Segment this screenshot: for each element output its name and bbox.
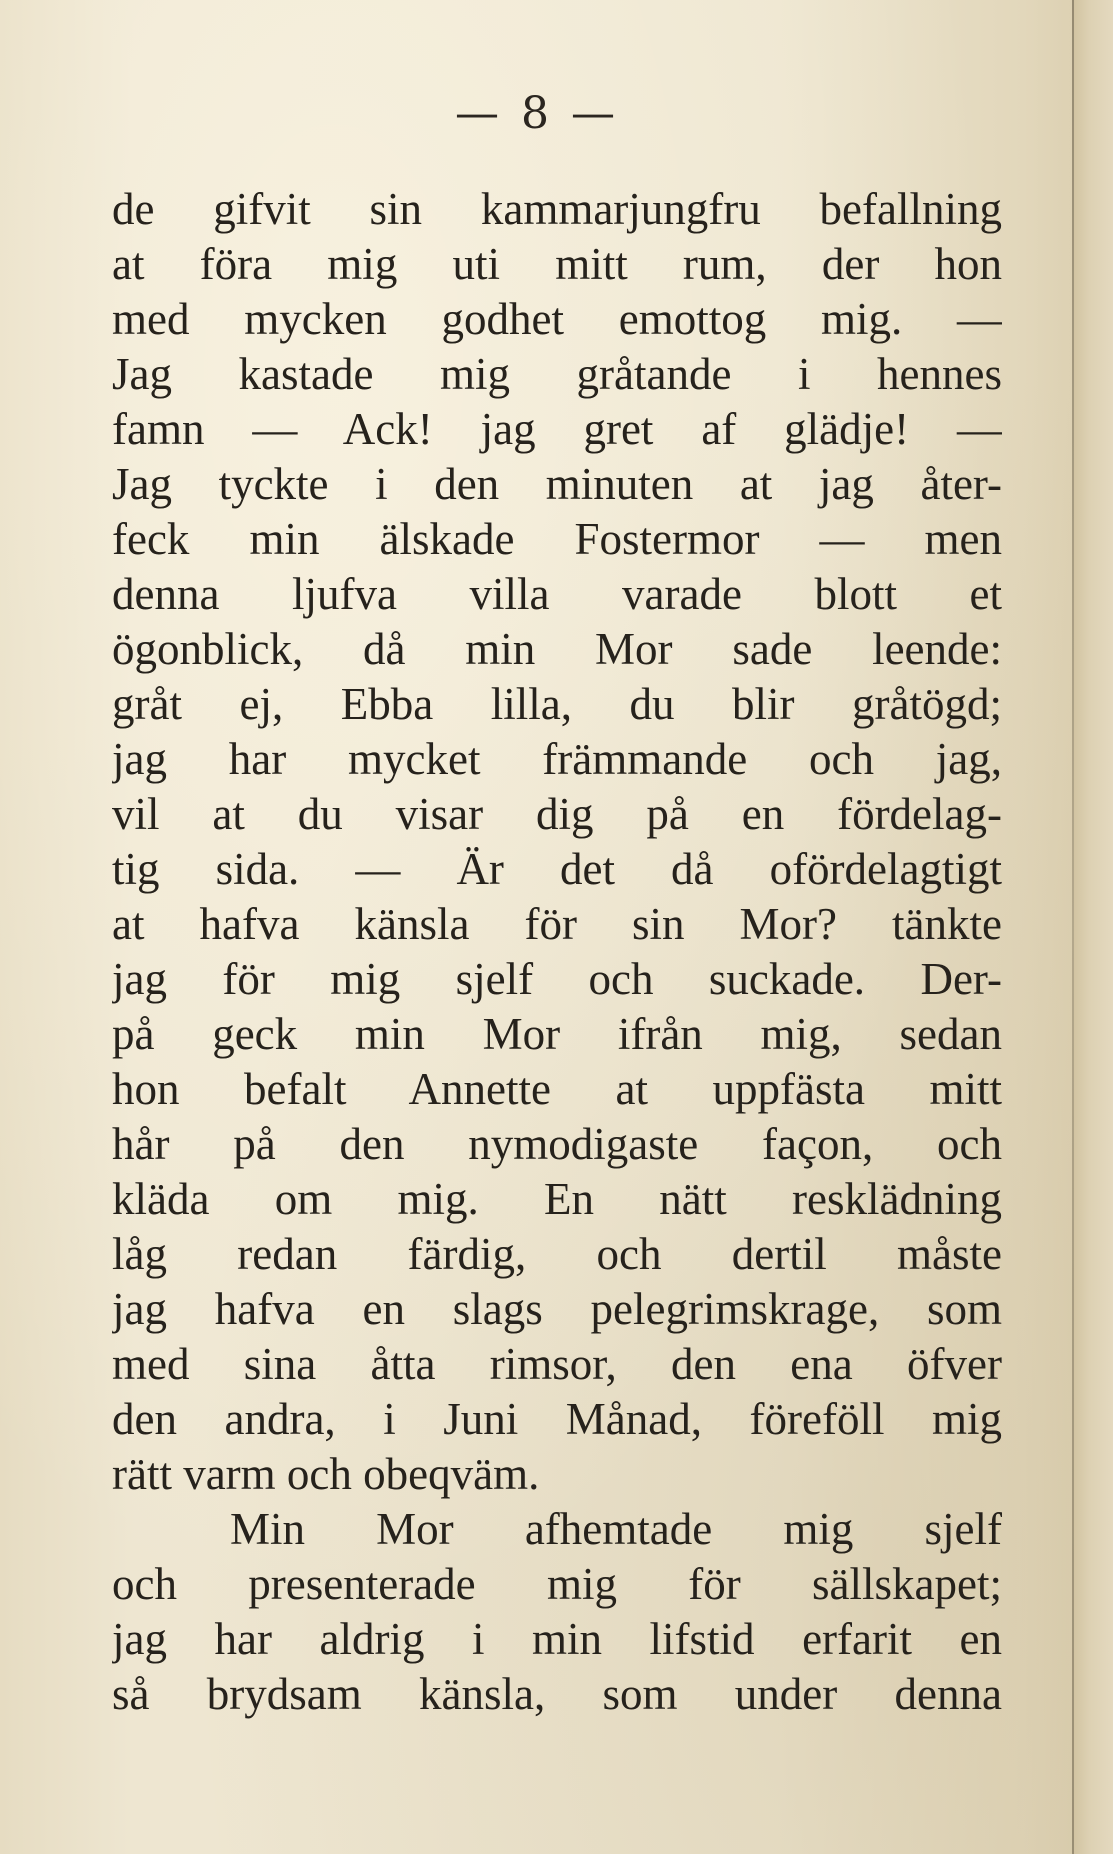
text-line: så brydsam känsla, som under denna	[112, 1669, 1002, 1719]
text-line: Min Mor afhemtade mig sjelf	[230, 1504, 1002, 1554]
text-line: kläda om mig. En nätt resklädning	[112, 1174, 1002, 1224]
text-line: jag för mig sjelf och suckade. Der-	[112, 954, 1002, 1004]
text-line: tig sida. — Är det då ofördelagtigt	[112, 844, 1002, 894]
text-line: feck min älskade Fostermor — men	[112, 514, 1002, 564]
text-line: at hafva känsla för sin Mor? tänkte	[112, 899, 1002, 949]
page-edge-strip	[1074, 0, 1113, 1854]
text-line: famn — Ack! jag gret af glädje! —	[112, 404, 1002, 454]
text-line: den andra, i Juni Månad, föreföll mig	[112, 1394, 1002, 1444]
page-number: — 8 —	[455, 88, 619, 139]
text-line: hår på den nymodigaste façon, och	[112, 1119, 1002, 1169]
text-line: och presenterade mig för sällskapet;	[112, 1559, 1002, 1609]
text-line: gråt ej, Ebba lilla, du blir gråtögd;	[112, 679, 1002, 729]
text-line: jag har aldrig i min lifstid erfarit en	[112, 1614, 1002, 1664]
text-line: de gifvit sin kammarjungfru befallning	[112, 184, 1002, 234]
text-line: med sina åtta rimsor, den ena öfver	[112, 1339, 1002, 1389]
text-line: jag hafva en slags pelegrimskrage, som	[112, 1284, 1002, 1334]
paragraph-2	[112, 1502, 1002, 1722]
paragraph-1	[112, 182, 1002, 1502]
text-line: Jag tyckte i den minuten at jag åter-	[112, 459, 1002, 509]
body-text	[112, 182, 1002, 1722]
text-line: rätt varm och obeqväm.	[112, 1449, 540, 1499]
text-line: vil at du visar dig på en fördelag-	[112, 789, 1002, 839]
text-line: Jag kastade mig gråtande i hennes	[112, 349, 1002, 399]
text-line: låg redan färdig, och dertil måste	[112, 1229, 1002, 1279]
text-line: at föra mig uti mitt rum, der hon	[112, 239, 1002, 289]
text-line: hon befalt Annette at uppfästa mitt	[112, 1064, 1002, 1114]
text-line: denna ljufva villa varade blott et	[112, 569, 1002, 619]
text-line: jag har mycket främmande och jag,	[112, 734, 1002, 784]
text-line: ögonblick, då min Mor sade leende:	[112, 624, 1002, 674]
text-line: på geck min Mor ifrån mig, sedan	[112, 1009, 1002, 1059]
text-line: med mycken godhet emottog mig. —	[112, 294, 1002, 344]
